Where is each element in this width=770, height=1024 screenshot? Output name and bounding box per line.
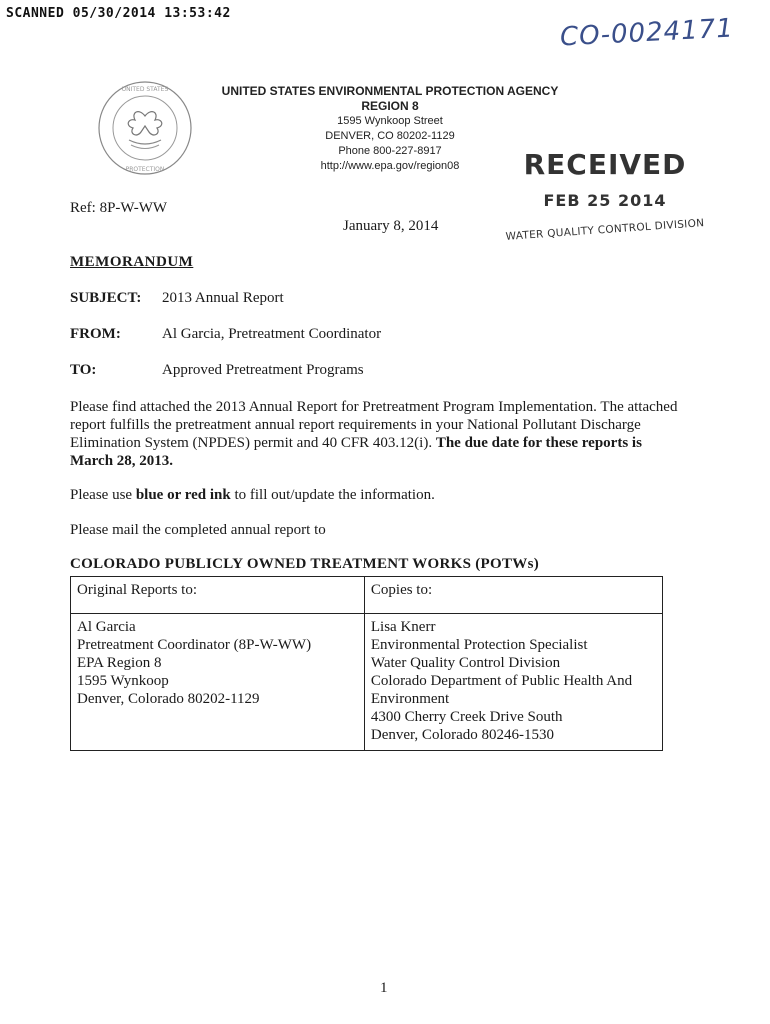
body-p2-pre: Please use xyxy=(70,487,136,503)
address-line: 1595 Wynkoop xyxy=(77,673,169,689)
original-reports-address xyxy=(71,614,365,751)
address-line: Environment xyxy=(370,691,450,707)
copies-to-address xyxy=(364,614,662,751)
svg-text:UNITED STATES: UNITED STATES xyxy=(121,86,169,93)
epa-seal-logo xyxy=(95,78,195,178)
memo-heading: MEMORANDUM xyxy=(70,254,194,270)
body-paragraph-1 xyxy=(70,398,700,470)
body-p1-line4 xyxy=(70,452,700,470)
agency-street: 1595 Wynkoop Street xyxy=(337,115,443,127)
to-label: TO: xyxy=(70,362,97,378)
address-line: Denver, Colorado 80246-1530 xyxy=(370,727,555,743)
potw-section-title: COLORADO PUBLICLY OWNED TREATMENT WORKS (POTWs) xyxy=(70,556,540,572)
received-stamp xyxy=(500,148,710,243)
agency-region: REGION 8 xyxy=(361,99,419,113)
svg-text:PROTECTION: PROTECTION xyxy=(125,166,165,173)
page-number: 1 xyxy=(380,980,388,996)
body-p1-due-date: March 28, 2013. xyxy=(70,453,174,469)
to-row xyxy=(70,362,364,379)
agency-url: http://www.epa.gov/region08 xyxy=(320,160,460,172)
from-row xyxy=(70,326,381,343)
address-line: Denver, Colorado 80202-1129 xyxy=(77,691,260,707)
scan-timestamp: SCANNED 05/30/2014 13:53:42 xyxy=(6,6,231,21)
reference-code: Ref: 8P-W-WW xyxy=(70,200,168,216)
from-label: FROM: xyxy=(70,326,121,342)
address-line: 4300 Cherry Creek Drive South xyxy=(370,709,563,725)
memo-date: January 8, 2014 xyxy=(343,218,439,234)
body-p2-post: to fill out/update the information. xyxy=(230,487,435,503)
from-value: Al Garcia, Pretreatment Coordinator xyxy=(162,326,382,342)
address-table xyxy=(70,576,663,751)
original-reports-header: Original Reports to: xyxy=(71,577,365,614)
address-line: Al Garcia xyxy=(77,619,136,635)
body-paragraph-2 xyxy=(70,486,700,504)
to-value: Approved Pretreatment Programs xyxy=(162,362,364,378)
received-stamp-title: RECEIVED xyxy=(523,148,687,181)
received-stamp-date: FEB 25 2014 xyxy=(543,191,667,210)
address-line: Colorado Department of Public Health And xyxy=(370,673,633,689)
copies-to-header: Copies to: xyxy=(364,577,662,614)
address-line: EPA Region 8 xyxy=(77,655,162,671)
subject-value: 2013 Annual Report xyxy=(162,290,284,306)
address-line: Water Quality Control Division xyxy=(370,655,561,671)
body-paragraph-3: Please mail the completed annual report to xyxy=(70,522,326,538)
body-p1-line1: Please find attached the 2013 Annual Report for Pretreatment Program Implementation. The attached xyxy=(70,399,678,415)
address-line: Environmental Protection Specialist xyxy=(370,637,588,653)
body-p1-line3-plain: Elimination System (NPDES) permit and 40 CFR 403.12(i). xyxy=(70,435,436,451)
subject-row xyxy=(70,290,284,307)
handwritten-document-id: CO-0024171 xyxy=(559,13,735,53)
address-line: Lisa Knerr xyxy=(370,619,436,635)
body-p1-line2: report fulfills the pretreatment annual report requirements in your National Pollutant Discharge xyxy=(70,417,641,433)
body-p1-due-date-text: The due date for these reports is xyxy=(435,435,642,451)
body-p2-ink: blue or red ink xyxy=(135,487,231,503)
agency-city: DENVER, CO 80202-1129 xyxy=(325,130,455,142)
received-stamp-division: WATER QUALITY CONTROL DIVISION xyxy=(505,217,705,243)
agency-name: UNITED STATES ENVIRONMENTAL PROTECTION AGENCY xyxy=(221,84,559,98)
address-line: Pretreatment Coordinator (8P-W-WW) xyxy=(77,637,312,653)
body-p1-line3 xyxy=(70,434,700,452)
agency-phone: Phone 800-227-8917 xyxy=(338,145,442,157)
subject-label: SUBJECT: xyxy=(70,290,142,306)
